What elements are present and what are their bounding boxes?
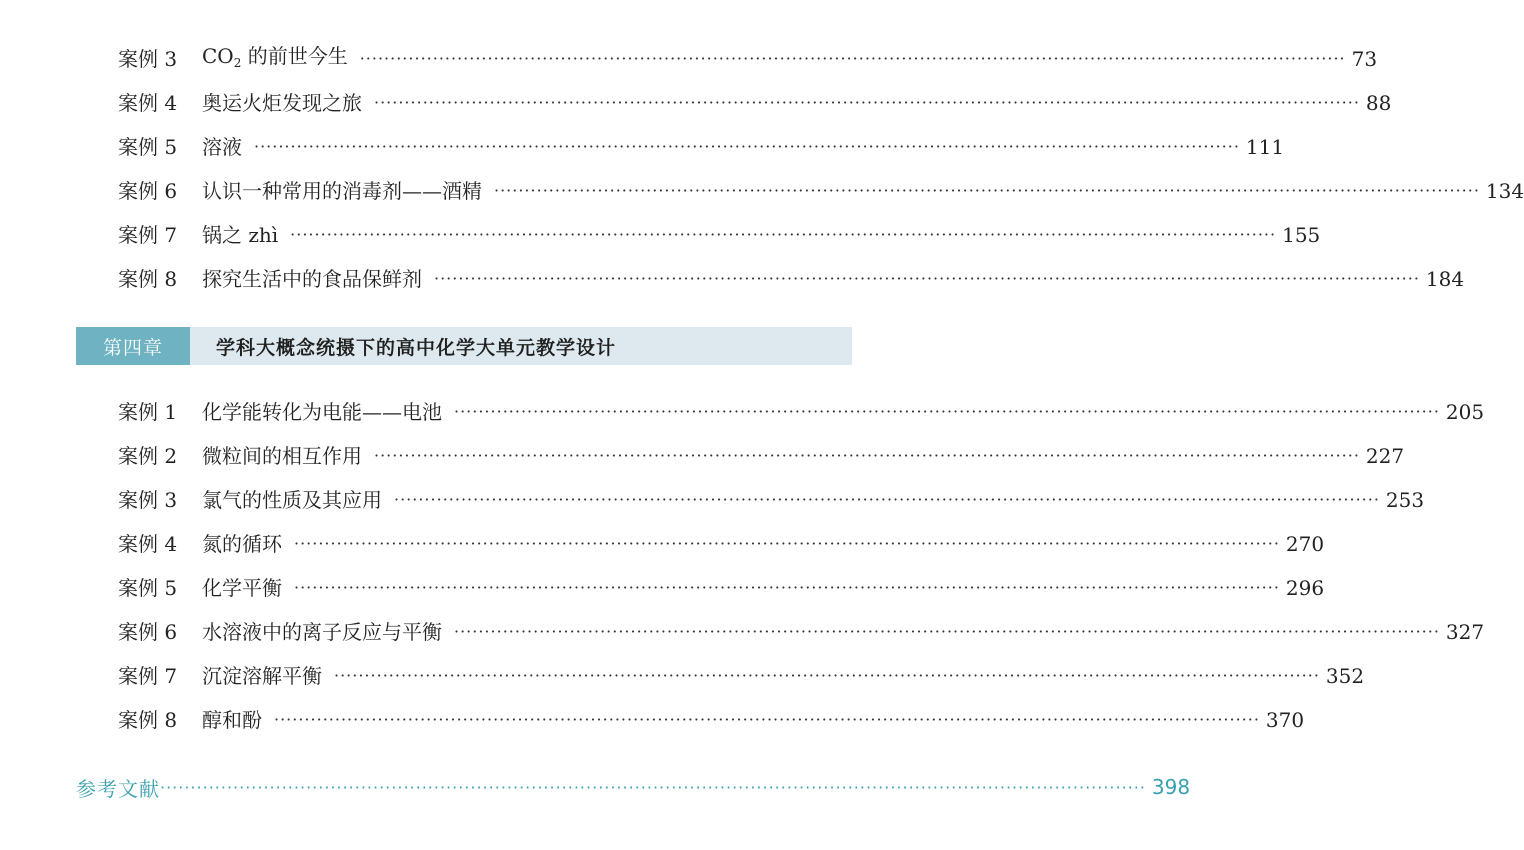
- toc-entry[interactable]: [118, 176, 1524, 206]
- case-label: 案例 5: [118, 135, 178, 159]
- toc-entry[interactable]: [118, 573, 1325, 603]
- dot-leader: ··································································································································································: [454, 402, 1440, 421]
- toc-entry[interactable]: [118, 264, 1465, 294]
- page-number: 352: [1325, 664, 1365, 688]
- dot-leader: ··································································································································································: [454, 622, 1440, 641]
- case-title: 水溶液中的离子反应与平衡: [202, 620, 442, 644]
- toc-entry[interactable]: [118, 661, 1365, 691]
- page-number: 88: [1365, 91, 1392, 115]
- case-label: 案例 1: [118, 400, 178, 424]
- toc-entry[interactable]: [118, 441, 1405, 471]
- case-title: 锅之 zhì: [202, 223, 279, 247]
- dot-leader: ··································································································································································: [160, 777, 1146, 797]
- case-label: 案例 7: [118, 664, 178, 688]
- page-number: 205: [1445, 400, 1485, 424]
- case-label: 案例 8: [118, 267, 178, 291]
- page-number: 111: [1245, 135, 1285, 159]
- chapter-tag: 第四章: [76, 327, 190, 365]
- toc-entry[interactable]: [118, 88, 1392, 118]
- chapter-heading[interactable]: [76, 327, 852, 365]
- case-title: 化学平衡: [202, 576, 282, 600]
- case-label: 案例 8: [118, 708, 178, 732]
- case-label: 案例 3: [118, 488, 178, 512]
- case-label: 案例 6: [118, 620, 178, 644]
- case-label: 案例 4: [118, 91, 178, 115]
- dot-leader: ··································································································································································: [254, 137, 1240, 156]
- dot-leader: ··································································································································································: [294, 578, 1280, 597]
- dot-leader: ··································································································································································: [334, 666, 1320, 685]
- toc-entry[interactable]: [118, 705, 1305, 735]
- toc-entry[interactable]: [118, 529, 1325, 559]
- toc-entry[interactable]: [118, 43, 1378, 74]
- page-number: 134: [1485, 179, 1524, 203]
- toc-entry[interactable]: [118, 617, 1485, 647]
- case-title: 化学能转化为电能——电池: [202, 400, 442, 424]
- page-number: 227: [1365, 444, 1405, 468]
- dot-leader: ··································································································································································: [434, 269, 1420, 288]
- case-title: 溶液: [202, 135, 242, 159]
- page-number: 155: [1282, 223, 1321, 247]
- case-title: 认识一种常用的消毒剂——酒精: [202, 179, 482, 203]
- dot-leader: ··································································································································································: [290, 225, 1277, 244]
- toc-entry[interactable]: [118, 220, 1321, 250]
- case-label: 案例 2: [118, 444, 178, 468]
- page-number: 327: [1445, 620, 1485, 644]
- case-title: 微粒间的相互作用: [202, 444, 362, 468]
- page-number: 398: [1151, 775, 1191, 799]
- dot-leader: ··································································································································································: [374, 93, 1360, 112]
- page-number: 370: [1265, 708, 1305, 732]
- case-title: 氮的循环: [202, 532, 282, 556]
- page-number: 73: [1351, 47, 1378, 71]
- page-number: 296: [1285, 576, 1325, 600]
- page-number: 270: [1285, 532, 1325, 556]
- chapter-title: 学科大概念统摄下的高中化学大单元教学设计: [216, 336, 617, 359]
- case-title: 醇和酚: [202, 708, 262, 732]
- toc-entry[interactable]: [118, 132, 1285, 162]
- case-title: $CO_2$ 的前世今生: [202, 43, 348, 70]
- dot-leader: ··································································································································································: [359, 49, 1346, 68]
- case-label: 案例 4: [118, 532, 178, 556]
- toc-entry[interactable]: [118, 397, 1485, 427]
- dot-leader: ··································································································································································: [294, 534, 1280, 553]
- case-label: 案例 7: [118, 223, 178, 247]
- dot-leader: ··································································································································································: [494, 181, 1480, 200]
- page-number: 253: [1385, 488, 1425, 512]
- case-label: 案例 6: [118, 179, 178, 203]
- case-label: 案例 3: [118, 47, 178, 71]
- case-title: 沉淀溶解平衡: [202, 664, 322, 688]
- case-title: 奥运火炬发现之旅: [202, 91, 362, 115]
- dot-leader: ··································································································································································: [394, 490, 1380, 509]
- case-title: 氯气的性质及其应用: [202, 488, 382, 512]
- case-title: 探究生活中的食品保鲜剂: [202, 267, 422, 291]
- toc-entry[interactable]: [118, 485, 1425, 515]
- dot-leader: ··································································································································································: [374, 446, 1360, 465]
- references-entry[interactable]: [76, 772, 1191, 802]
- dot-leader: ··································································································································································: [274, 710, 1260, 729]
- references-label: 参考文献: [76, 776, 160, 801]
- case-label: 案例 5: [118, 576, 178, 600]
- page-number: 184: [1425, 267, 1465, 291]
